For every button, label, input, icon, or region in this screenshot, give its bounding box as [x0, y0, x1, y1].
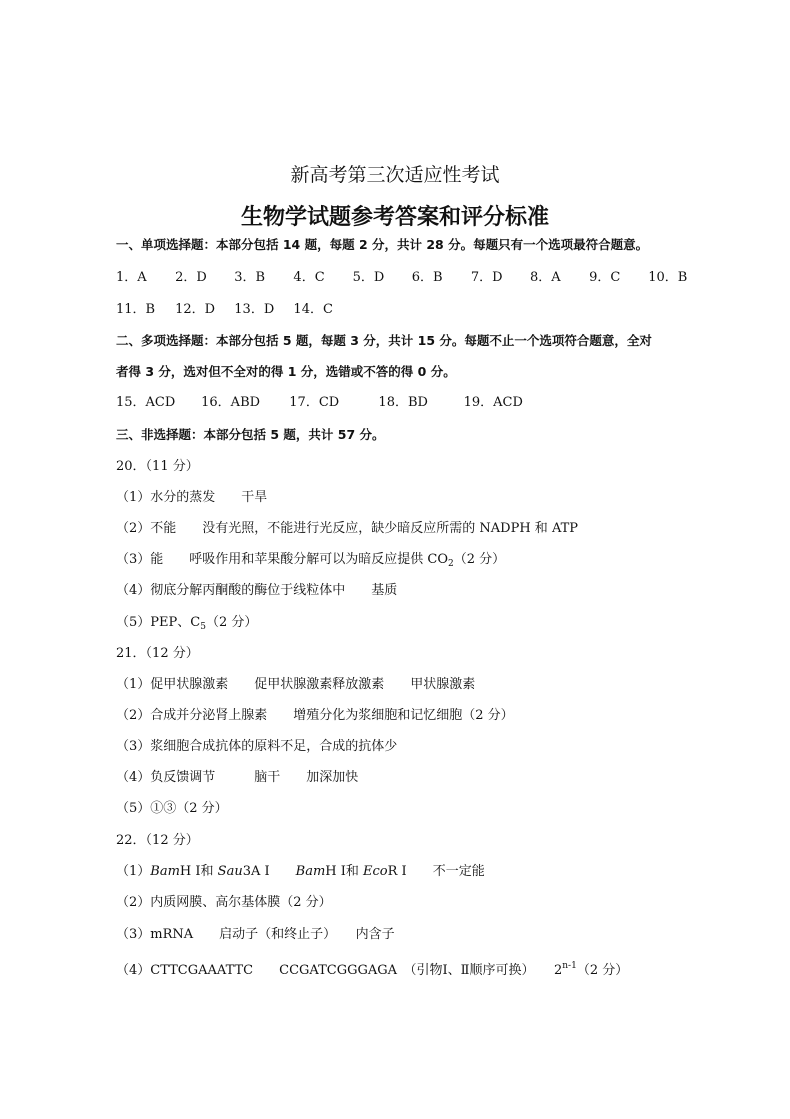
- answer-8: 8．A: [529, 270, 561, 285]
- q20-title: 20．（11 分）: [116, 459, 199, 474]
- answer-3: 3．B: [234, 270, 266, 285]
- answer-12: 12．D: [175, 302, 216, 317]
- section1-heading: 一、单项选择题：本部分包括 14 题，每题 2 分，共计 28 分。每题只有一个选项最符合题意。: [116, 237, 649, 252]
- section2-heading-line1: 二、多项选择题：本部分包括 5 题，每题 3 分，共计 15 分。每题不止一个选项符合题意，全对: [116, 333, 652, 348]
- answer-9: 9．C: [589, 270, 621, 285]
- section1-answers-row1: [116, 270, 687, 286]
- q20-answer-1: （1）水分的蒸发 干旱: [116, 490, 268, 505]
- q22-answer-4-score: （2 分）: [576, 963, 629, 978]
- answer-14: 14．C: [293, 302, 333, 317]
- q20-answer-5-text: （5）PEP、C: [116, 615, 201, 630]
- q22-answer-2: （2）内质网膜、高尔基体膜（2 分）: [116, 895, 332, 910]
- q22-answer-4-text: （4）CTTCGAAATTC CCGATCGGGAGA （引物Ⅰ、Ⅱ顺序可换） 2: [116, 963, 563, 978]
- q22-enzyme-bam-2: Bam: [295, 864, 326, 879]
- q20-answer-5-subscript: 5: [200, 622, 206, 632]
- answer-1: 1．A: [116, 270, 147, 285]
- q20-answer-3: [116, 552, 505, 572]
- q21-answer-1: （1）促甲状腺激素 促甲状腺激素释放激素 甲状腺激素: [116, 677, 476, 692]
- section1-answers-row2: [116, 302, 333, 318]
- answer-17: 17．CD: [289, 395, 340, 410]
- q22-enzyme-sau: Sau: [217, 864, 243, 879]
- answer-13: 13．D: [234, 302, 275, 317]
- q22-answer-1-part5: R Ⅰ 不一定能: [387, 864, 485, 879]
- q20-answer-3-score: （2 分）: [453, 552, 506, 567]
- q22-answer-1: [116, 864, 485, 880]
- answer-6: 6．B: [411, 270, 443, 285]
- section2-answers-row: [116, 395, 523, 411]
- q21-answer-2: （2）合成并分泌肾上腺素 增殖分化为浆细胞和记忆细胞（2 分）: [116, 708, 514, 723]
- q21-answer-3: （3）浆细胞合成抗体的原料不足，合成的抗体少: [116, 739, 398, 754]
- answer-5: 5．D: [352, 270, 385, 285]
- q20-answer-3-text: （3）能 呼吸作用和苹果酸分解可以为暗反应提供 CO: [116, 552, 449, 567]
- q21-answer-5: （5）①③（2 分）: [116, 801, 228, 816]
- answer-10: 10．B: [648, 270, 688, 285]
- answer-key-title: 生物学试题参考答案和评分标准: [240, 205, 549, 230]
- q22-answer-1-part3: 3A Ⅰ: [242, 864, 296, 879]
- answer-4: 4．C: [293, 270, 325, 285]
- q20-answer-5: [116, 615, 257, 635]
- q22-answer-1-part2: H Ⅰ和: [179, 864, 218, 879]
- answer-7: 7．D: [470, 270, 503, 285]
- answer-16: 16．ABD: [201, 395, 261, 410]
- q22-answer-1-part1: （1）: [116, 864, 151, 879]
- q20-answer-3-subscript: 2: [448, 559, 454, 569]
- answer-2: 2．D: [175, 270, 207, 285]
- q20-answer-4: （4）彻底分解丙酮酸的酶位于线粒体中 基质: [116, 583, 398, 598]
- exam-title: 新高考第三次适应性考试: [290, 164, 500, 186]
- q22-answer-1-part4: H Ⅰ和: [325, 864, 364, 879]
- answer-11: 11．B: [116, 302, 156, 317]
- q22-answer-4-superscript: n-1: [562, 961, 577, 971]
- answer-19: 19．ACD: [463, 395, 523, 410]
- section3-heading: 三、非选择题：本部分包括 5 题，共计 57 分。: [116, 427, 385, 442]
- q20-answer-2: （2）不能 没有光照，不能进行光反应，缺少暗反应所需的 NADPH 和 ATP: [116, 521, 579, 536]
- section2-heading-line2: 者得 3 分，选对但不全对的得 1 分，选错或不答的得 0 分。: [116, 364, 456, 379]
- q22-title: 22．（12 分）: [116, 833, 199, 848]
- q22-enzyme-eco: Eco: [363, 864, 388, 879]
- q22-enzyme-bam-1: Bam: [150, 864, 180, 879]
- q20-answer-5-score: （2 分）: [205, 615, 258, 630]
- answer-18: 18．BD: [378, 395, 428, 410]
- q21-answer-4: （4）负反馈调节 脑干 加深加快: [116, 770, 359, 785]
- answer-15: 15．ACD: [116, 395, 176, 410]
- q22-answer-4: [116, 958, 628, 979]
- q21-title: 21．（12 分）: [116, 646, 199, 661]
- q22-answer-3: （3）mRNA 启动子（和终止子） 内含子: [116, 927, 395, 942]
